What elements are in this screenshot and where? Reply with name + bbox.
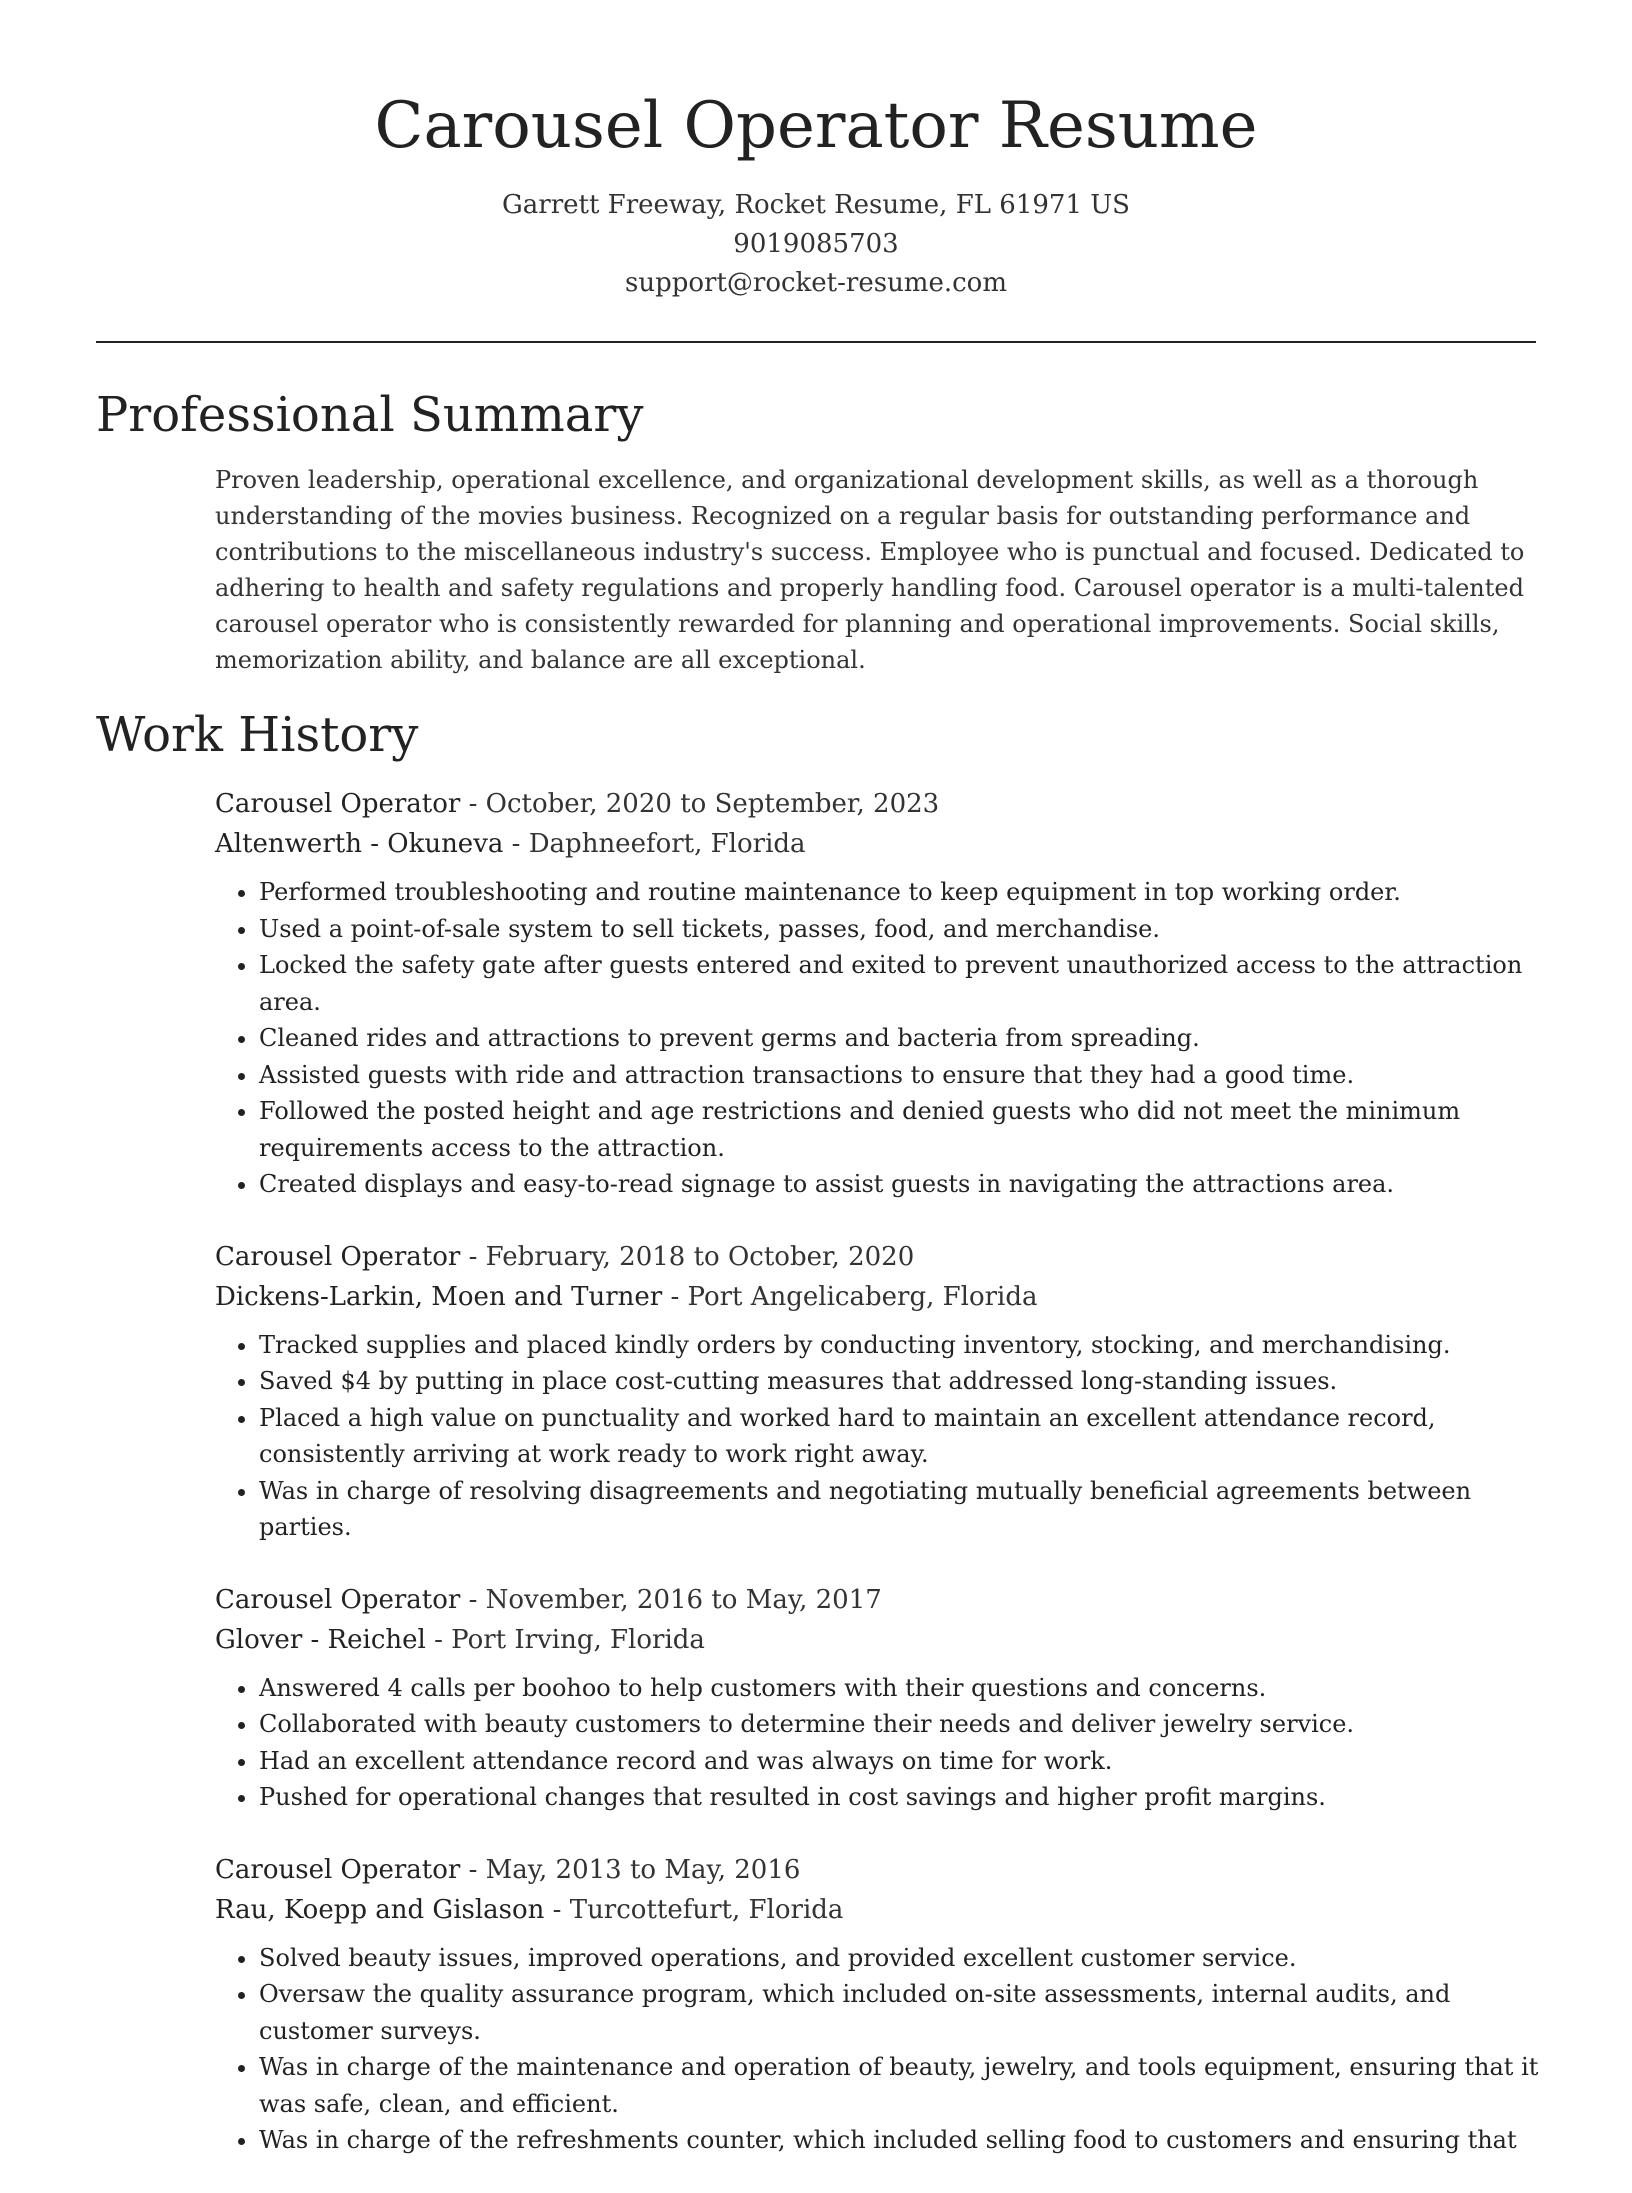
job-dates: - November, 2016 to May, 2017	[460, 1584, 882, 1615]
job-bullet: • Answered 4 calls per boohoo to help customers with their questions and concerns.	[259, 1670, 1545, 1707]
job-company: Altenwerth - Okuneva	[215, 829, 504, 859]
resume-header	[0, 0, 1632, 303]
job-location: - Port Angelicaberg, Florida	[662, 1281, 1038, 1312]
job-bullet: • Used a point-of-sale system to sell tickets, passes, food, and merchandise.	[259, 911, 1545, 948]
job-bullet: • Cleaned rides and attractions to prevent germs and bacteria from spreading.	[259, 1020, 1545, 1057]
job-dates: - May, 2013 to May, 2016	[460, 1854, 801, 1885]
job-bullets	[215, 1327, 1545, 1546]
job-company-line	[215, 1890, 1545, 1930]
job-bullet: • Had an excellent attendance record and was always on time for work.	[259, 1743, 1545, 1780]
job-bullet: • Performed troubleshooting and routine maintenance to keep equipment in top working order.	[259, 874, 1545, 911]
job-bullet: • Locked the safety gate after guests entered and exited to prevent unauthorized access to the attraction area.	[259, 947, 1545, 1020]
work-history-heading: Work History	[96, 707, 419, 763]
job-entry	[215, 1580, 1545, 1816]
work-history-list	[215, 784, 1545, 2193]
job-bullets	[215, 1670, 1545, 1816]
job-bullet: • Followed the posted height and age restrictions and denied guests who did not meet the minimum requirements access to the attraction.	[259, 1093, 1545, 1166]
job-title-line	[215, 784, 1545, 824]
job-company: Dickens-Larkin, Moen and Turner	[215, 1281, 663, 1312]
job-title: Carousel Operator	[215, 1584, 461, 1615]
job-location: - Port Irving, Florida	[425, 1624, 705, 1655]
job-company: Rau, Koepp and Gislason	[215, 1894, 545, 1925]
job-title: Carousel Operator	[215, 1854, 461, 1885]
email: support@rocket-resume.com	[624, 268, 1007, 298]
job-bullet: • Assisted guests with ride and attraction transactions to ensure that they had a good time.	[259, 1057, 1545, 1094]
job-bullet: • Oversaw the quality assurance program, which included on-site assessments, internal audits, and customer surveys.	[259, 1976, 1545, 2049]
job-company-line	[215, 1620, 1545, 1660]
job-bullet: • Saved $4 by putting in place cost-cutting measures that addressed long-standing issues.	[259, 1363, 1545, 1400]
job-dates: - October, 2020 to September, 2023	[460, 789, 940, 819]
job-title-line	[215, 1580, 1545, 1620]
job-title: Carousel Operator	[215, 1241, 461, 1272]
job-title: Carousel Operator	[215, 789, 461, 819]
job-company-line	[215, 824, 1545, 864]
job-location: - Daphneefort, Florida	[503, 829, 806, 859]
job-bullet: • Was in charge of resolving disagreements and negotiating mutually beneficial agreements between parties.	[259, 1473, 1545, 1546]
header-divider	[96, 341, 1536, 343]
job-bullet: • Pushed for operational changes that resulted in cost savings and higher profit margins.	[259, 1779, 1545, 1816]
job-title-line	[215, 1850, 1545, 1890]
job-bullets	[215, 1940, 1545, 2159]
job-bullet: • Created displays and easy-to-read signage to assist guests in navigating the attractions area.	[259, 1166, 1545, 1203]
job-company-line	[215, 1277, 1545, 1317]
job-bullet: • Solved beauty issues, improved operations, and provided excellent customer service.	[259, 1940, 1545, 1977]
job-company: Glover - Reichel	[215, 1624, 426, 1655]
job-entry	[215, 1850, 1545, 2159]
job-bullets	[215, 874, 1545, 1203]
job-bullet: • Collaborated with beauty customers to determine their needs and deliver jewelry service.	[259, 1706, 1545, 1743]
summary-text: Proven leadership, operational excellence, and organizational development skills, as well as a thorough understanding of the movies business. Recognized on a regular basis for outstanding performance and contributions to the miscellaneous industry's success. Employee who is punctual and focused. Dedicated to adhering to health and safety regulations and properly handling food. Carousel operator is a multi-talented carousel operator who is consistently rewarded for planning and operational improvements. Social skills, memorization ability, and balance are all exceptional.	[215, 466, 1525, 674]
job-location: - Turcottefurt, Florida	[544, 1894, 844, 1925]
phone: 9019085703	[733, 229, 899, 259]
summary-heading: Professional Summary	[96, 387, 644, 443]
job-bullet: • Placed a high value on punctuality and worked hard to maintain an excellent attendance record, consistently arriving at work ready to work right away.	[259, 1400, 1545, 1473]
resume-title: Carousel Operator Resume	[374, 89, 1258, 163]
job-bullet: • Was in charge of the refreshments counter, which included selling food to customers and ensuring that	[259, 2122, 1545, 2159]
address: Garrett Freeway, Rocket Resume, FL 61971 US	[502, 190, 1130, 220]
contact-info	[0, 186, 1632, 303]
job-entry	[215, 784, 1545, 1203]
job-dates: - February, 2018 to October, 2020	[460, 1241, 915, 1272]
job-entry	[215, 1237, 1545, 1546]
job-title-line	[215, 1237, 1545, 1277]
job-bullet: • Was in charge of the maintenance and operation of beauty, jewelry, and tools equipment, ensuring that it was safe, clean, and efficient.	[259, 2049, 1545, 2122]
job-bullet: • Tracked supplies and placed kindly orders by conducting inventory, stocking, and merchandising.	[259, 1327, 1545, 1364]
